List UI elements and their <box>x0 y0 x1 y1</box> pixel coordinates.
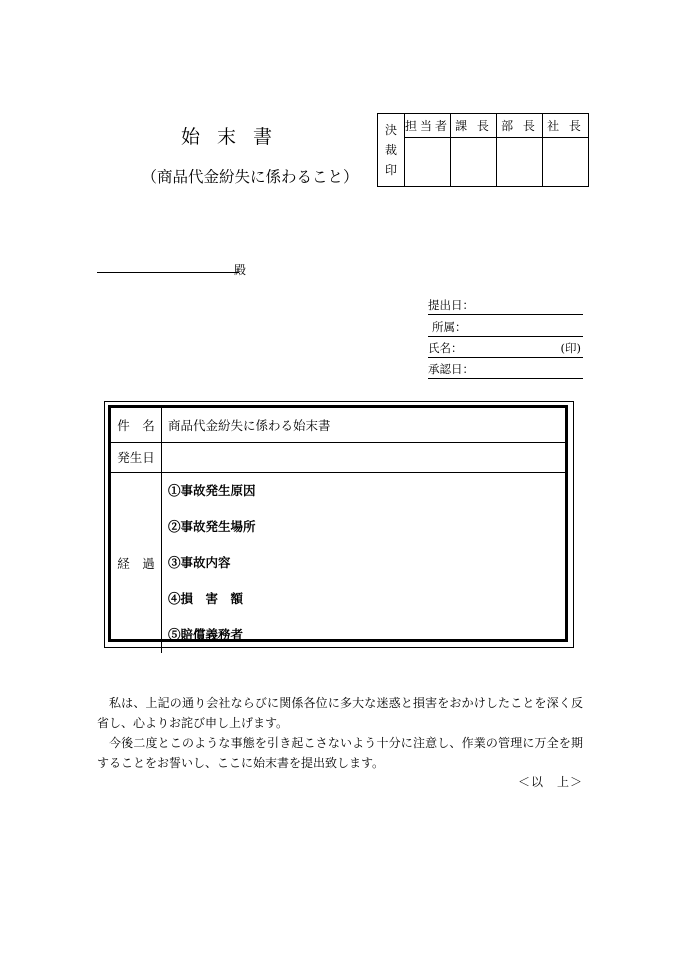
submission-date-label: 提出日： <box>428 298 474 312</box>
subject-label: 件 名 <box>111 408 162 442</box>
statement-paragraph: 私は、上記の通り会社ならびに関係各位に多大な迷惑と損害をおかけしたことを深く反省し、心よりお詫び申し上げます。 <box>97 696 583 730</box>
name-label: 氏名： <box>428 341 463 355</box>
document-subtitle: （商品代金紛失に係わること） <box>141 168 359 186</box>
form-inner-frame <box>108 405 568 642</box>
statement-body <box>97 693 583 773</box>
details-item: ③事故内容 <box>168 554 231 570</box>
approval-column-president: 社 長 <box>543 114 589 138</box>
subject-value[interactable]: 商品代金紛失に係わる始末書 <box>162 408 566 442</box>
details-item: ④損 害 額 <box>168 590 244 606</box>
addressee-field[interactable] <box>97 272 239 273</box>
details-item: ⑤賠償義務者 <box>168 626 244 642</box>
incident-form-table <box>111 408 565 653</box>
details-item: ②事故発生場所 <box>168 518 256 534</box>
addressee-suffix: 殿 <box>234 263 247 277</box>
seal-label: (印) <box>560 341 581 355</box>
closing-mark: ＜以 上＞ <box>517 775 583 789</box>
affiliation-label: 所属： <box>432 320 467 334</box>
approval-date-label: 承認日： <box>428 362 474 376</box>
approval-side-label <box>378 114 405 187</box>
submission-date-field[interactable] <box>428 298 583 315</box>
statement-paragraph: 今後二度とこのような事態を引き起こさないよう十分に注意し、作業の管理に万全を期することをお誓いし、ここに始末書を提出致します。 <box>97 736 583 770</box>
approval-column-staff: 担当者 <box>405 114 451 138</box>
occurrence-date-value[interactable] <box>162 442 566 472</box>
details-label: 経 過 <box>111 472 162 653</box>
affiliation-field[interactable] <box>428 320 583 337</box>
stamp-box-president[interactable] <box>543 138 589 187</box>
occurrence-date-label: 発生日 <box>111 442 162 472</box>
approval-date-field[interactable] <box>428 362 583 379</box>
details-item: ①事故発生原因 <box>168 482 256 498</box>
approval-side-char: 印 <box>384 163 397 177</box>
stamp-box-department-head[interactable] <box>497 138 543 187</box>
approval-column-section-chief: 課 長 <box>451 114 497 138</box>
name-field[interactable] <box>428 341 583 358</box>
document-title: 始末書 <box>180 126 289 148</box>
details-cell[interactable] <box>162 472 566 653</box>
approval-side-char: 裁 <box>384 143 397 157</box>
approval-stamp-table <box>377 113 589 187</box>
approval-column-department-head: 部 長 <box>497 114 543 138</box>
stamp-box-staff[interactable] <box>405 138 451 187</box>
stamp-box-section-chief[interactable] <box>451 138 497 187</box>
approval-side-char: 決 <box>384 123 397 137</box>
